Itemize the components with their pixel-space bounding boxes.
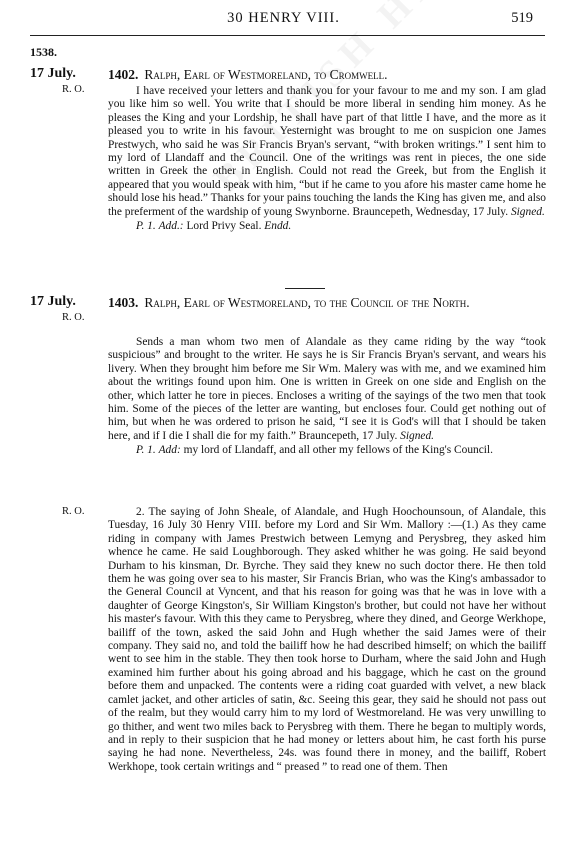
entry-heading: [108, 295, 546, 311]
entry-body: [108, 506, 546, 774]
header-divider: [30, 35, 545, 36]
signed-mark: Signed.: [510, 205, 545, 218]
entry-title: Ralph, Earl of Westmoreland, to the Council of the North.: [144, 295, 470, 310]
entry-number: 1402.: [108, 67, 139, 82]
margin-year: 1538.: [30, 45, 57, 59]
entry-text: I have received your letters and thank you for your favour to me and my son. I am glad you like him so well. You write that I should be more liberal in sending him money. As he pleases the King and your Lordship, he shall have part of that little I have, and the more as it pleased you to write in his favour. Yesternight was brought to me on suspicion one James Prestwych, who said he was Sir Francis Bryan's servant, “with broken writings.” I sent him to my lord of Llandaff and the Council. One of the writings was rent in pieces, the one side written in Greek the other in English. Could not read the Greek, but from the English it appeared that you would speak with him, “but if he came to you afore his master came home he should lose his head.” Thanks for your pains touching the lands the King has given me, and also the preferment of the wardship of young Swynborne. Brauncepeth, Wednesday, 17 July.: [108, 85, 546, 218]
entry-divider: [285, 288, 325, 289]
entry-title: Ralph, Earl of Westmoreland, to Cromwell.: [144, 67, 388, 82]
entry-date: 17 July.: [30, 294, 76, 309]
entry-meta: P. 1. Add.: Lord Privy Seal. Endd.: [136, 220, 292, 233]
entry-body: [108, 336, 546, 458]
entry-text: Sends a man whom two men of Alandale as they came riding by the way “took suspicious” and brought to the writer. He says he is Sir Francis Bryan's servant, and wears his livery. When they brought him before me Sir Wm. Malery was with me, and we examined him about the writings found upon him. One is written in Greek on one side and English on the other, which latter he tore in pieces. Encloses a writing of the sayings of the two men that took him. Some of the pieces of the letter are wanting, but encloses four. Could get nothing out of him, but when he was ordered to prison he said, “I see it is God's will that I should be taken here, and if I die I shall die for my faith.” Brauncepeth, 17 July.: [108, 336, 546, 442]
entry-date: 17 July.: [30, 66, 76, 81]
signed-mark: Signed.: [400, 429, 435, 442]
entry-meta: P. 1. Add: my lord of Llandaff, and all other my fellows of the King's Council.: [136, 444, 493, 457]
running-header: 30 HENRY VIII.: [227, 10, 340, 26]
entry-number: 1403.: [108, 295, 139, 310]
entry-source: R. O.: [62, 84, 85, 95]
page-number: 519: [511, 10, 533, 26]
entry-text: 2. The saying of John Sheale, of Alandale, and Hugh Hoochounsoun, of Alandale, this Tuesday, 16 July 30 Henry VIII. before my Lord and Sir Wm. Mallory :—(1.) As they came riding in company with James Prestwich between Lemyng and Perysbreg, they asked him whence he came. He said Loughborough. They asked whither he was going. He said beyond Durham to his kinsman, Dr. Byrche. They said they knew no such doctor there. He then told them he was going over sea to his master, Sir Francis Brian, who was the King's ambassador to the General Council at Vyncent, and that his reason for going was that he was in love with a daughter of George Kingston's, Sir William Kingston's brother, but could not have her without his master's favour. With this they came to Perysbreg, where they dined, and George Werkhope, bailiff of the town, asked the said John and Hugh whether the said James were of their company. They said no, and told the bailiff how he had described himself; on which the bailiff went to see him in the stable. They then took horse to Durham, where the said John and Hugh examined him further about his going abroad and his baggage, which he cast on the ground before them and unpacked. The contents were a riding coat guarded with velvet, a new black camlet jacket, and other articles of satin, &c. Seeing this gear, they said he should not pass out of the realm, but they would carry him to my lord of Westmoreland. He was very unwilling to go thither, and went two miles back to Perysbreg with them. There he began to multiply words, and in reply to their suspicion that he had money or letters about him, he cast forth his purse saying he had none. Nevertheless, 24s. was found there in money, and the bailiff, Robert Werkhope, took certain writings and “ preased ” to read one of them. Then: [108, 506, 546, 773]
entry-source: R. O.: [62, 312, 85, 323]
entry-source: R. O.: [62, 506, 85, 517]
entry-body: [108, 85, 546, 233]
entry-heading: [108, 67, 546, 83]
